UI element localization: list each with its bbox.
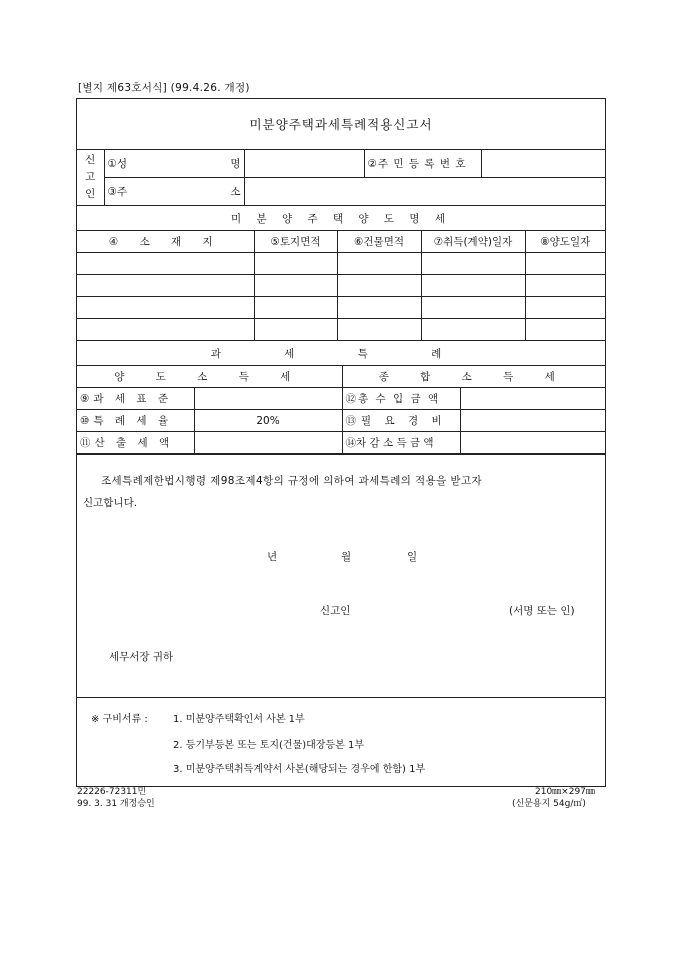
month-label: 월	[341, 551, 352, 563]
day-label: 일	[407, 551, 418, 563]
transfer-title: 미 분 양 주 택 양 도 명 세	[77, 206, 605, 231]
document-item: 3. 미분양주택취득계약서 사본(해당되는 경우에 한함) 1부	[173, 764, 426, 775]
total-income-field[interactable]	[460, 388, 605, 410]
transfer-row	[77, 297, 605, 319]
transfer-income-tax-header: 양 도 소 득 세	[77, 366, 342, 388]
computed-tax-label: ⑪산 출 세 액	[77, 432, 194, 454]
applicant-table	[77, 150, 605, 206]
required-documents	[77, 697, 605, 786]
documents-prefix: ※ 구비서류 :	[91, 714, 148, 725]
special-rate-field[interactable]: 20%	[194, 410, 342, 432]
year-label: 년	[267, 551, 278, 563]
col-land-area: ⑤토지면적	[254, 231, 337, 253]
id-field[interactable]	[481, 150, 605, 178]
paper-type: (신문용지 54g/㎡)	[512, 799, 586, 809]
declaration-section	[77, 454, 605, 697]
net-income-field[interactable]	[460, 432, 605, 454]
global-income-tax-header: 종 합 소 득 세	[342, 366, 605, 388]
paper-size: 210㎜×297㎜	[535, 787, 595, 797]
col-acquisition-date: ⑦취득(계약)일자	[421, 231, 525, 253]
approval-date: 99. 3. 31 개정승인	[77, 799, 155, 809]
applicant-label: 신고인	[320, 605, 351, 617]
computed-tax-field[interactable]	[194, 432, 342, 454]
address-label-end: 소	[230, 186, 241, 198]
name-label: ①성	[107, 158, 128, 170]
form-title: 미분양주택과세특례적용신고서	[77, 99, 605, 150]
transfer-table	[77, 206, 605, 341]
declaration-text-cont: 신고합니다.	[83, 497, 138, 509]
form-number-header: [별지 제63호서식] (99.4.26. 개정)	[78, 82, 250, 94]
address-label-cell	[104, 178, 244, 206]
declaration-text: 조세특례제한법시행령 제98조제4항의 규정에 의하여 과세특례의 적용을 받고자	[101, 475, 483, 487]
document-item: 1. 미분양주택확인서 사본 1부	[173, 714, 305, 725]
name-field[interactable]	[244, 150, 364, 178]
net-income-label: ⑭차 감 소 득 금 액	[342, 432, 460, 454]
side-char-3: 인	[85, 188, 96, 200]
col-building-area: ⑥건물면적	[337, 231, 421, 253]
document-item: 2. 등기부등본 또는 토지(건물)대장등본 1부	[173, 740, 364, 751]
special-table	[77, 341, 605, 454]
tax-base-label: ⑨과 세 표 준	[77, 388, 194, 410]
tax-base-field[interactable]	[194, 388, 342, 410]
col-transfer-date: ⑧양도일자	[525, 231, 605, 253]
form-frame	[76, 98, 606, 787]
side-char-1: 신	[85, 154, 96, 166]
special-title: 과 세 특 례	[77, 341, 605, 366]
applicant-side-label	[77, 150, 104, 206]
addressee: 세무서장 귀하	[109, 651, 174, 663]
side-char-2: 고	[85, 171, 96, 183]
signature-label: (서명 또는 인)	[509, 605, 575, 617]
name-label-cell	[104, 150, 244, 178]
address-label: ③주	[107, 186, 128, 198]
col-location: ④ 소 재 지	[77, 231, 254, 253]
transfer-row	[77, 253, 605, 275]
name-label-end: 명	[230, 158, 241, 170]
special-rate-label: ⑩특 례 세 율	[77, 410, 194, 432]
necessary-expenses-field[interactable]	[460, 410, 605, 432]
total-income-label: ⑫총 수 입 금 액	[342, 388, 460, 410]
necessary-expenses-label: ⑬필 요 경 비	[342, 410, 460, 432]
transfer-row	[77, 319, 605, 341]
transfer-row	[77, 275, 605, 297]
form-code: 22226-72311민	[77, 787, 147, 797]
address-field[interactable]	[244, 178, 605, 206]
id-label: ②주 민 등 록 번 호	[364, 150, 481, 178]
